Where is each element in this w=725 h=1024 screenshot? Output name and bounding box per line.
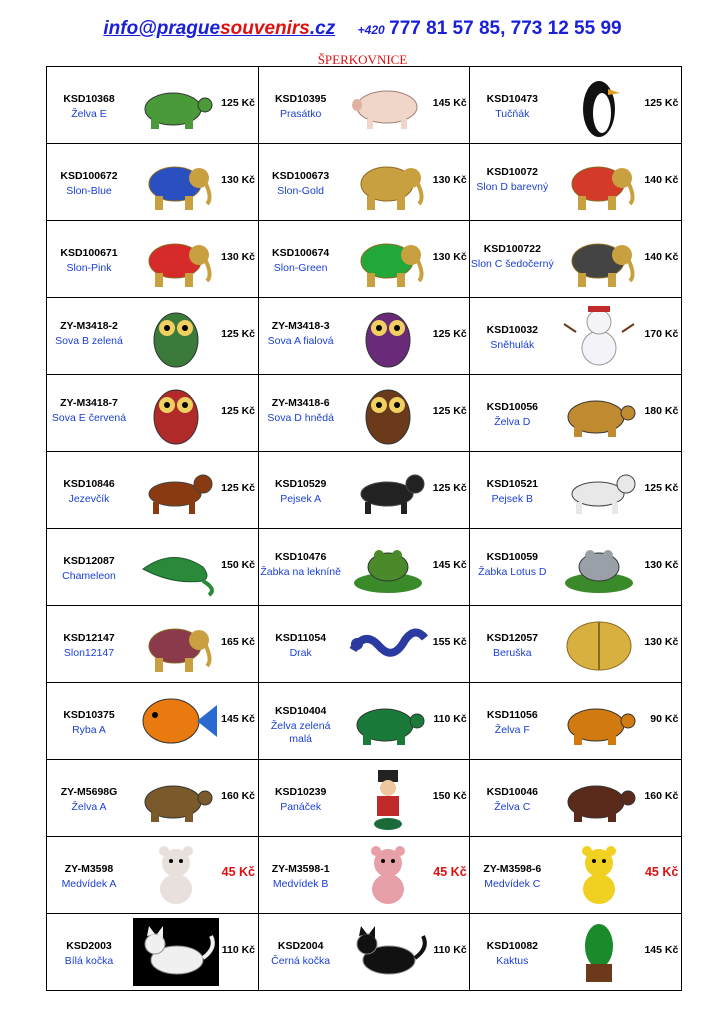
owl-red-icon [133,379,219,447]
product-price: 130 Kč [644,636,679,648]
snowman-icon [556,302,642,370]
product-code: KSD10375 [63,709,115,721]
product-price: 140 Kč [644,174,679,186]
table-row [47,144,682,221]
product-code: ZY-M3598-6 [483,863,542,875]
product-code: KSD100673 [272,170,330,182]
phone-numbers: 777 81 57 85, 773 12 55 99 [389,18,622,39]
product-code: ZY-M3418-3 [271,320,330,332]
product-price: 180 Kč [644,405,679,417]
product-cell [258,221,470,298]
product-cell [470,298,682,375]
product-code: KSD100671 [60,247,118,259]
elephant-blue-icon [133,148,219,216]
product-cell [258,375,470,452]
table-row [47,221,682,298]
product-code: KSD12147 [63,632,115,644]
product-name: Žabka na lekníně [260,566,341,578]
product-cell [47,298,259,375]
product-cell [47,67,259,144]
email-part-1: info@prague [103,18,221,39]
product-name: Sova E červená [51,412,127,424]
product-name: Medvídek A [61,878,117,890]
table-row [47,375,682,452]
cat-black-icon [345,918,431,986]
page-title: ŠPERKOVNICE [317,52,408,67]
product-name: Prasátko [279,108,322,120]
product-name: Beruška [493,647,532,659]
owl-purple-icon [345,302,431,370]
product-name: Slon-Pink [66,262,112,274]
product-cell [47,837,259,914]
product-code: KSD10239 [274,786,327,798]
dachshund-icon [133,456,219,524]
product-price: 165 Kč [221,636,255,648]
product-cell [47,760,259,837]
product-cell [470,67,682,144]
owl-green-icon [133,302,219,370]
product-code: KSD10521 [486,478,538,490]
fish-icon [133,687,219,755]
table-row [47,67,682,144]
turtle-orange-icon [556,687,642,755]
product-name: Ryba A [72,724,106,736]
product-price: 125 Kč [644,482,679,494]
product-name: Slon-Blue [66,185,112,197]
table-row [47,298,682,375]
product-name: Želva E [71,108,107,120]
turtle-small-green-icon [345,687,431,755]
product-cell [470,760,682,837]
product-price: 160 Kč [221,790,255,802]
product-price: 125 Kč [432,328,467,340]
product-code: KSD2003 [66,940,112,952]
product-name: Slon-Gold [277,185,324,197]
product-name: Černá kočka [271,955,331,967]
product-price: 45 Kč [644,865,679,879]
email-link[interactable] [103,18,335,39]
product-code: ZY-M5698G [60,786,118,798]
dragon-icon [345,610,431,678]
product-price: 125 Kč [221,405,255,417]
product-name: Želva A [71,801,107,813]
product-name: Žabka Lotus D [478,566,547,578]
contact-header [0,18,725,40]
product-name: Medvídek C [484,878,541,890]
product-name: Chameleon [62,570,116,582]
product-name: Sova A fialová [267,335,334,347]
product-name: Pejsek A [280,493,322,505]
penguin-icon [556,71,642,139]
product-name: Panáček [280,801,322,813]
product-cell [258,914,470,991]
product-price: 130 Kč [221,174,255,186]
product-cell [258,144,470,221]
frog-lily-icon [345,533,431,601]
product-price: 145 Kč [221,713,255,725]
product-name: Bílá kočka [64,955,114,967]
product-cell [47,914,259,991]
table-row [47,760,682,837]
frog-lotus-icon [556,533,642,601]
product-cell [258,452,470,529]
product-cell [470,144,682,221]
elephant-pink-icon [133,225,219,293]
product-name: Želva D [494,416,531,428]
product-price: 125 Kč [221,482,255,494]
turtle-brown-icon [556,764,642,832]
teddy-yellow-icon [556,841,642,909]
product-cell [470,837,682,914]
product-cell [470,452,682,529]
product-name: Sova B zelená [55,335,123,347]
product-cell [258,298,470,375]
product-code: KSD10368 [63,93,115,105]
product-name: Jezevčík [68,493,110,505]
product-code: ZY-M3598 [64,863,114,875]
product-price: 150 Kč [432,790,467,802]
product-code: KSD12057 [486,632,538,644]
product-code: KSD10395 [274,93,327,105]
product-table [46,66,682,991]
product-code: KSD10529 [274,478,327,490]
product-code: KSD2004 [277,940,324,952]
elephant-colorful-icon [556,148,642,216]
tortoise-bronze-icon [133,764,219,832]
product-price: 145 Kč [432,559,467,571]
product-price: 125 Kč [432,405,467,417]
product-code: KSD10059 [486,551,538,563]
product-code: KSD10056 [486,401,538,413]
product-name: Slon C šedočerný [470,258,554,270]
product-price: 130 Kč [432,174,467,186]
product-name: Drak [289,647,312,659]
cactus-icon [556,918,642,986]
product-name: Kaktus [496,955,529,967]
product-name: Medvídek B [272,878,329,890]
phone-prefix: +420 [357,23,385,37]
product-code: KSD10032 [486,324,538,336]
product-price: 150 Kč [221,559,255,571]
product-name: Slon D barevný [476,181,549,193]
product-cell [258,837,470,914]
product-cell [47,683,259,760]
product-cell [47,375,259,452]
product-code: KSD10473 [486,93,538,105]
product-cell [47,221,259,298]
product-code: ZY-M3418-6 [271,397,330,409]
product-price: 90 Kč [650,713,679,725]
product-price: 130 Kč [221,251,255,263]
product-cell [258,606,470,683]
product-cell [470,914,682,991]
product-code: ZY-M3598-1 [271,863,330,875]
product-code: ZY-M3418-2 [60,320,118,332]
product-price: 140 Kč [644,251,679,263]
product-code: KSD10072 [486,166,538,178]
product-cell [258,683,470,760]
nutcracker-icon [345,764,431,832]
product-price: 125 Kč [221,97,255,109]
table-row [47,683,682,760]
turtle-gold-icon [556,379,642,447]
dog-black-icon [345,456,431,524]
product-code: KSD11054 [275,632,327,644]
product-name: Pejsek B [491,493,534,505]
product-cell [47,529,259,606]
product-name: Želva F [494,724,530,736]
product-cell [258,67,470,144]
elephant-jeweled-icon [133,610,219,678]
ladybug-icon [556,610,642,678]
product-code: KSD100674 [272,247,330,259]
pig-icon [345,71,431,139]
elephant-green-icon [345,225,431,293]
product-price: 125 Kč [432,482,467,494]
product-code: KSD100672 [60,170,118,182]
product-cell [470,529,682,606]
product-cell [47,606,259,683]
product-cell [47,144,259,221]
product-cell [470,683,682,760]
product-price: 110 Kč [433,713,467,725]
table-row [47,606,682,683]
elephant-gold-icon [345,148,431,216]
product-code: KSD10404 [274,705,327,717]
product-code: KSD10046 [486,786,538,798]
chameleon-icon [133,533,219,601]
product-price: 125 Kč [644,97,679,109]
product-code: KSD100722 [483,243,541,255]
product-cell [47,452,259,529]
email-part-3: .cz [309,18,336,39]
table-row [47,914,682,991]
product-name: Slon-Green [273,262,328,274]
table-row [47,452,682,529]
product-price: 145 Kč [644,944,679,956]
product-code: KSD11056 [486,709,538,721]
product-price: 45 Kč [221,865,255,879]
product-name: Sněhulák [490,339,535,351]
product-cell [258,760,470,837]
product-price: 110 Kč [433,944,467,956]
product-price: 170 Kč [644,328,679,340]
product-name: Sova D hnědá [267,412,334,424]
product-price: 45 Kč [433,865,467,879]
product-cell [258,529,470,606]
product-cell [470,375,682,452]
product-price: 130 Kč [432,251,467,263]
product-code: KSD10476 [274,551,327,563]
product-code: KSD12087 [63,555,115,567]
table-row [47,529,682,606]
product-name: Želva zelená malá [270,720,331,745]
product-name: Slon12147 [63,647,115,659]
product-price: 130 Kč [644,559,679,571]
turtle-green-icon [133,71,219,139]
product-cell [470,606,682,683]
product-code: ZY-M3418-7 [60,397,118,409]
product-price: 160 Kč [644,790,679,802]
teddy-white-icon [133,841,219,909]
owl-brown-icon [345,379,431,447]
email-part-2: souvenirs [220,18,310,39]
product-code: KSD10846 [63,478,115,490]
product-code: KSD10082 [486,940,538,952]
cat-white-icon [133,918,219,986]
product-price: 125 Kč [221,328,255,340]
product-price: 155 Kč [432,636,467,648]
product-name: Tučňák [495,108,530,120]
table-row [47,837,682,914]
product-cell [470,221,682,298]
elephant-grey-icon [556,225,642,293]
product-price: 110 Kč [221,944,255,956]
dog-white-icon [556,456,642,524]
product-price: 145 Kč [432,97,467,109]
product-name: Želva C [494,801,531,813]
teddy-pink-icon [345,841,431,909]
